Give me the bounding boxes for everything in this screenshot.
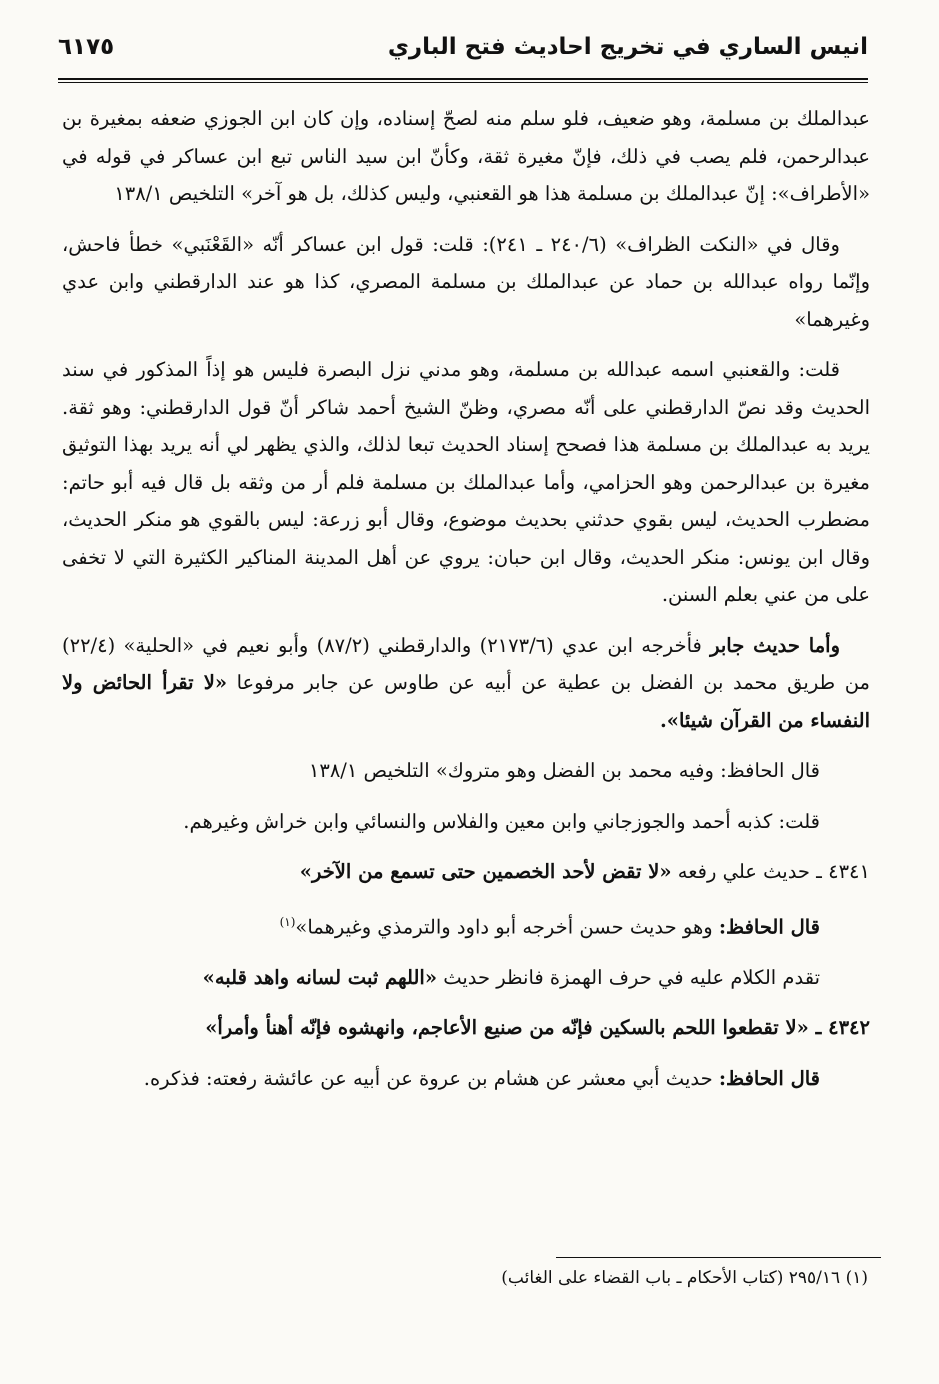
entry-4342-hafidh	[62, 1060, 870, 1098]
footnote-rule	[556, 1257, 881, 1258]
jabir-lead: وأما حديث جابر	[710, 633, 841, 657]
header-rule-thin	[58, 82, 868, 83]
ref-hadith: «اللهم ثبت لسانه واهد قلبه»	[202, 965, 438, 989]
hafidh-note: قال الحافظ: وفيه محمد بن الفضل وهو متروك» التلخيص ١٣٨/١	[308, 759, 820, 782]
ref-text: تقدم الكلام عليه في حرف الهمزة فانظر حديث	[437, 965, 820, 989]
hafidh-label-2: قال الحافظ:	[718, 1066, 820, 1090]
paragraph-1: عبدالملك بن مسلمة، وهو ضعيف، فلو سلم منه لصحّ إسناده، وإن كان ابن الجوزي ضعفه بمغيرة بن عبدالرحمن، فلم يصب في ذلك، فإنّ مغيرة ثقة، وكأنّ ابن سيد الناس تبع ابن عساكر في قوله في «الأطراف»: إنّ عبدالملك بن مسلمة هذا هو القعنبي، وليس كذلك، بل هو آخر» التلخيص ١٣٨/١	[62, 107, 870, 205]
footnote: (١) ٢٩٥/١٦ (كتاب الأحكام ـ باب القضاء على الغائب)	[501, 1268, 868, 1288]
jabir-text: فأخرجه ابن عدي (٢١٧٣/٦) والدارقطني (٨٧/٢) وأبو نعيم في «الحلية» (٢٢/٤) من طريق محمد بن الفضل بن عطية عن أبيه عن طاوس عن جابر مرفوعا	[62, 633, 870, 694]
entry-4341	[62, 853, 870, 891]
entry-4341-ref	[62, 959, 870, 997]
entry-4341-intro: ٤٣٤١ ـ حديث علي رفعه	[671, 860, 870, 883]
page-header	[58, 34, 868, 60]
footnote-ref: (١)	[279, 914, 296, 929]
paragraph-3: قلت: والقعنبي اسمه عبدالله بن مسلمة، وهو مدني نزل البصرة فليس هو إذاً المذكور في سند الحديث وقد نصّ الدارقطني على أنّه مصري، وظنّ الشيخ أحمد شاكر أنّ قول الدارقطني: وهو ثقة. يريد به عبدالملك بن مسلمة هذا فصحح إسناد الحديث تبعا لذلك، والذي يظهر لي أنه يريد بهذا التوثيق مغيرة بن عبدالرحمن وهو الحزامي، وأما عبدالملك بن مسلمة فلم أر من وثقه بل قال فيه أبو حاتم: مضطرب الحديث، ليس بقوي حدثني بحديث موضوع، وقال أبو زرعة: ليس بالقوي هو منكر الحديث، وقال ابن يونس: منكر الحديث، وقال ابن حبان: يروي عن أهل المدينة المناكير الكثيرة التي لا تخفى على من عني بعلم السنن.	[62, 358, 870, 606]
hafidh-label: قال الحافظ:	[718, 915, 820, 938]
running-title: انيس الساري في تخريج احاديث فتح الباري	[387, 34, 868, 60]
header-rule	[58, 78, 868, 80]
hafidh-text: وهو حديث حسن أخرجه أبو داود والترمذي وغيرهما»	[295, 915, 719, 938]
page-number: ٦١٧٥	[58, 34, 115, 60]
jabir-hadith: «لا تقرأ الحائض ولا النفساء من القرآن شيئا».	[62, 671, 870, 732]
main-text	[62, 100, 870, 1110]
paragraph-2: وقال في «النكت الظراف» (٢٤٠/٦ ـ ٢٤١): قلت: قول ابن عساكر أنّه «القَعْنَبي» خطأ فاحش، وإنّما رواه عبدالله بن حماد عن عبدالملك بن مسلمة المصري، كذا هو عند الدارقطني وابن عدي وغيرهما»	[62, 232, 870, 331]
entry-4341-hafidh	[62, 904, 870, 946]
entry-4341-hadith: «لا تقض لأحد الخصمين حتى تسمع من الآخر»	[299, 860, 672, 883]
entry-4342: ٤٣٤٢ ـ «لا تقطعوا اللحم بالسكين فإنّه من صنيع الأعاجم، وانهشوه فإنّه أهنأ وأمرأ»	[205, 1016, 870, 1039]
hafidh-text-2: حديث أبي معشر عن هشام بن عروة عن أبيه عن عائشة رفعته: فذكره.	[143, 1066, 719, 1090]
qultu-note: قلت: كذبه أحمد والجوزجاني وابن معين والفلاس والنسائي وابن خراش وغيرهم.	[183, 809, 820, 833]
paragraph-jabir	[62, 627, 870, 740]
